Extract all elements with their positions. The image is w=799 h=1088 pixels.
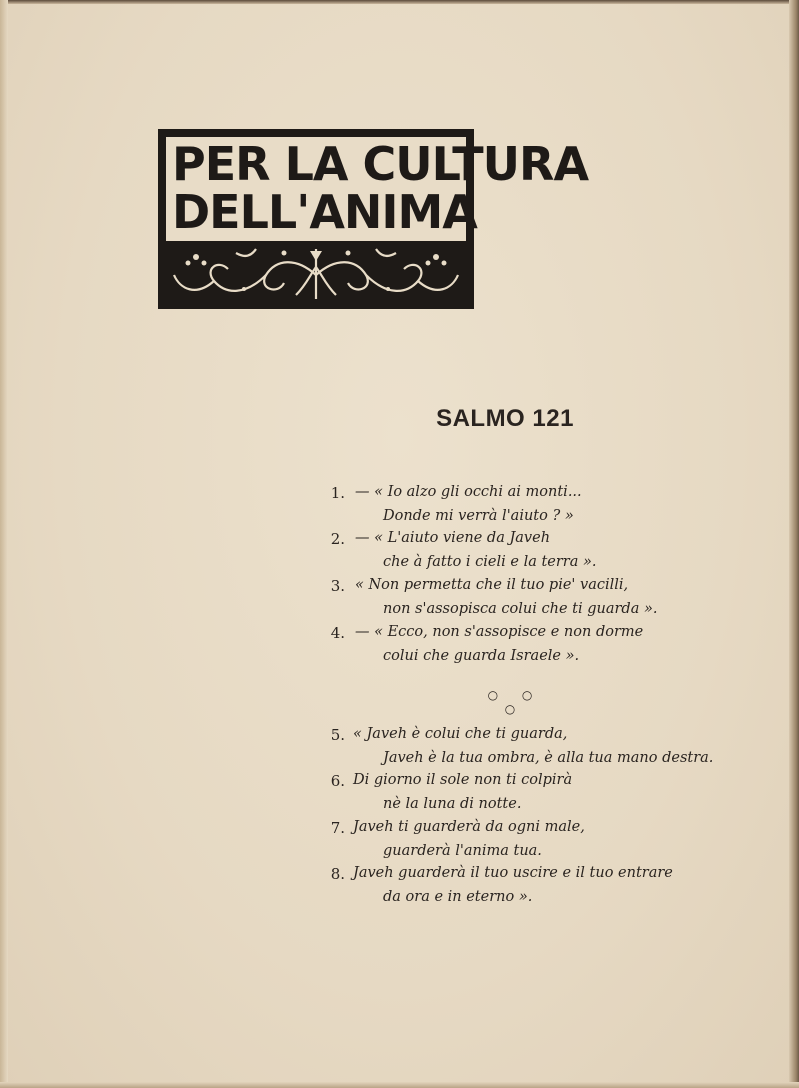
logo-line-2: DELL'ANIMA <box>172 185 477 239</box>
psalm-title: SALMO 121 <box>436 405 574 432</box>
page-right-edge <box>789 0 799 1088</box>
verse-line: — « Io alzo gli occhi ai monti... <box>355 484 582 500</box>
verse-line: — « Ecco, non s'assopisce e non dorme <box>355 624 644 640</box>
verse-line: da ora e in eterno ». <box>383 889 533 905</box>
logo-text-panel <box>166 137 589 241</box>
page-top-edge <box>0 0 799 4</box>
verse-line: nè la luna di notte. <box>383 796 522 812</box>
verse-number: 4. <box>330 624 345 642</box>
logo-line-1: PER LA CULTURA <box>172 137 589 191</box>
logo-frame <box>162 133 589 305</box>
verse-number: 3. <box>330 577 345 595</box>
verse-line: Di giorno il sole non ti colpirà <box>353 772 573 788</box>
verse-number: 1. <box>330 484 345 502</box>
logo-woodcut <box>158 129 589 309</box>
verse-line: « Javeh è colui che ti guarda, <box>353 726 568 742</box>
verse-line: Javeh è la tua ombra, è alla tua mano destra. <box>383 750 714 766</box>
verse-line: che à fatto i cieli e la terra ». <box>383 554 597 570</box>
verse-number: 5. <box>330 726 345 744</box>
verse-number: 7. <box>330 819 345 837</box>
verse-line: non s'assopisca colui che ti guarda ». <box>383 601 658 617</box>
verse-line: Javeh ti guarderà da ogni male, <box>353 819 585 835</box>
page-left-edge <box>0 0 8 1088</box>
verse-line: « Non permetta che il tuo pie' vacilli, <box>355 577 629 593</box>
section-separator: ○ ○ ○ <box>487 688 543 716</box>
verse-line: colui che guarda Israele ». <box>383 648 580 664</box>
verse-line: Javeh guarderà il tuo uscire e il tuo entrare <box>353 865 673 881</box>
verse-number: 6. <box>330 772 345 790</box>
verse-line: guarderà l'anima tua. <box>383 843 542 859</box>
verse-number: 2. <box>330 530 345 548</box>
page-bottom-edge <box>0 1082 799 1088</box>
verse-line: — « L'aiuto viene da Javeh <box>355 530 551 546</box>
verse-number: 8. <box>330 865 345 883</box>
verse-line: Donde mi verrà l'aiuto ? » <box>383 508 574 524</box>
floral-ornament-icon <box>166 245 466 301</box>
